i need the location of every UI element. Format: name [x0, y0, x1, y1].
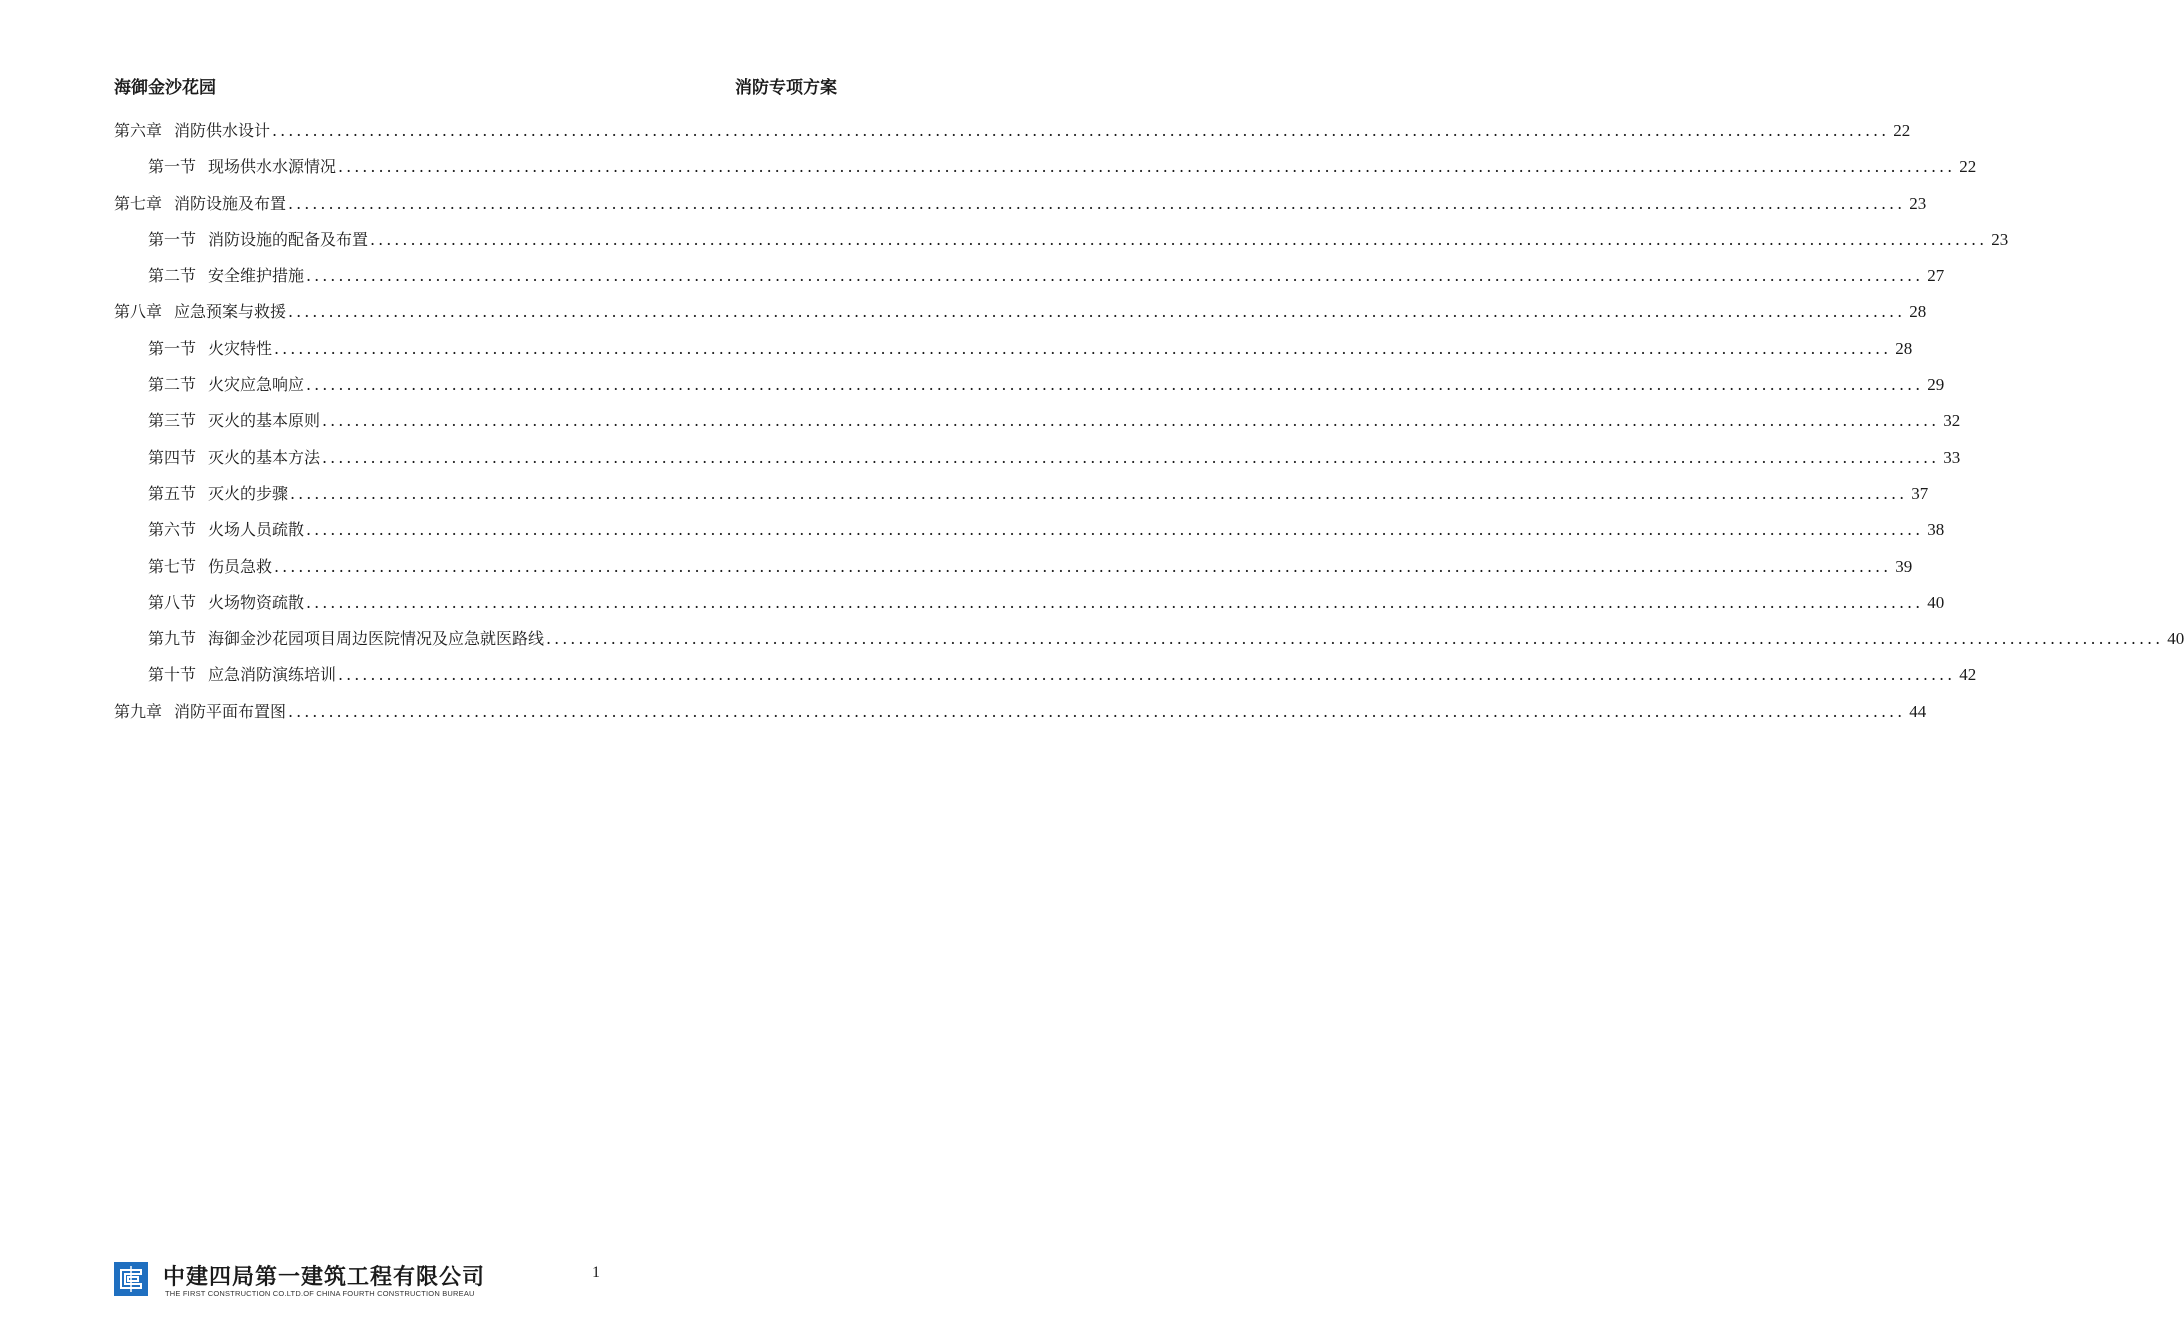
- toc-entry-page: 23: [1991, 229, 2009, 249]
- toc-entry-page: 42: [1959, 665, 1977, 685]
- toc-entry[interactable]: [114, 549, 1913, 585]
- toc-dot-leader: ........................................................................................................................................................................................................: [274, 338, 1892, 358]
- toc-dot-leader: ........................................................................................................................................................................................................: [290, 483, 1908, 503]
- toc-dot-leader: ........................................................................................................................................................................................................: [322, 411, 1940, 431]
- toc-entry-number: 第一节: [148, 229, 197, 249]
- company-name: 中建四局第一建筑工程有限公司: [163, 1265, 486, 1290]
- company-logo-mark: [114, 1262, 148, 1296]
- toc-entry-title: 海御金沙花园项目周边医院情况及应急就医路线: [208, 629, 545, 649]
- toc-entry-page: 22: [1893, 121, 1911, 140]
- toc-entry-title: 消防设施及布置: [174, 193, 287, 213]
- toc-dot-leader: ........................................................................................................................................................................................................: [288, 701, 1906, 721]
- toc-dot-leader: ........................................................................................................................................................................................................: [274, 556, 1892, 576]
- header-document-title: 消防专项方案: [735, 78, 837, 98]
- toc-entry-title: 应急预案与救援: [174, 302, 287, 322]
- toc-entry-page: 22: [1959, 157, 1977, 177]
- toc-entry[interactable]: [114, 476, 1929, 512]
- toc-entry-number: 第十节: [148, 665, 197, 685]
- toc-entry[interactable]: [114, 294, 1927, 330]
- header-project-name: 海御金沙花园: [114, 78, 216, 98]
- toc-entry-number: 第七章: [114, 193, 163, 213]
- company-english-name: THE FIRST CONSTRUCTION CO.LTD.OF CHINA FOURTH CONSTRUCTION BUREAU: [165, 1289, 475, 1298]
- toc-entry-title: 安全维护措施: [208, 266, 305, 286]
- toc-entry-number: 第九节: [148, 629, 197, 649]
- page-number: 1: [592, 1264, 600, 1281]
- toc-entry-page: 32: [1943, 411, 1961, 431]
- toc-entry[interactable]: [114, 440, 1961, 476]
- toc-dot-leader: ........................................................................................................................................................................................................: [306, 375, 1924, 395]
- toc-dot-leader: ........................................................................................................................................................................................................: [306, 520, 1924, 540]
- toc-entry[interactable]: [114, 403, 1961, 439]
- toc-entry-page: 39: [1895, 556, 1913, 576]
- toc-entry-number: 第二节: [148, 375, 197, 395]
- toc-entry-page: 27: [1927, 266, 1945, 286]
- toc-dot-leader: ........................................................................................................................................................................................................: [322, 447, 1940, 467]
- toc-entry-number: 第六节: [148, 520, 197, 540]
- toc-entry[interactable]: [114, 694, 1927, 730]
- toc-entry-number: 第四节: [148, 447, 197, 467]
- toc-entry-title: 应急消防演练培训: [208, 665, 337, 685]
- toc-dot-leader: ........................................................................................................................................................................................................: [546, 629, 2164, 649]
- toc-entry-number: 第八节: [148, 592, 197, 612]
- toc-entry[interactable]: [114, 186, 1927, 222]
- toc-entry-number: 第五节: [148, 483, 197, 503]
- page-header: [114, 70, 837, 98]
- company-logo-icon: [114, 1262, 148, 1296]
- toc-dot-leader: ........................................................................................................................................................................................................: [306, 592, 1924, 612]
- toc-entry-title: 消防平面布置图: [174, 701, 287, 721]
- toc-entry-title: 火场人员疏散: [208, 520, 305, 540]
- toc-entry-page: 33: [1943, 447, 1961, 467]
- toc-entry-number: 第一节: [148, 157, 197, 177]
- toc-entry[interactable]: [114, 621, 2184, 657]
- toc-dot-leader: ........................................................................................................................................................................................................: [288, 193, 1906, 213]
- toc-entry-number: 第九章: [114, 701, 163, 721]
- toc-entry-page: 28: [1909, 302, 1927, 322]
- table-of-contents: [114, 113, 2184, 730]
- toc-entry-number: 第二节: [148, 266, 197, 286]
- toc-entry-page: 23: [1909, 193, 1927, 213]
- toc-entry[interactable]: [114, 657, 1977, 693]
- toc-entry-number: 第七节: [148, 556, 197, 576]
- toc-entry-title: 现场供水水源情况: [208, 157, 337, 177]
- toc-entry-number: 第六章: [114, 121, 163, 140]
- toc-entry-page: 29: [1927, 375, 1945, 395]
- toc-entry[interactable]: [114, 367, 1945, 403]
- toc-entry-title: 灭火的基本原则: [208, 411, 321, 431]
- toc-entry-page: 40: [1927, 592, 1945, 612]
- toc-entry[interactable]: [114, 258, 1945, 294]
- toc-entry-title: 灭火的基本方法: [208, 447, 321, 467]
- toc-entry-title: 火灾应急响应: [208, 375, 305, 395]
- toc-entry-title: 灭火的步骤: [208, 483, 289, 503]
- toc-entry[interactable]: [114, 585, 1945, 621]
- toc-dot-leader: ........................................................................................................................................................................................................: [338, 665, 1956, 685]
- toc-entry[interactable]: [114, 331, 1913, 367]
- toc-entry-page: 28: [1895, 338, 1913, 358]
- toc-entry[interactable]: [114, 113, 1911, 149]
- toc-dot-leader: ........................................................................................................................................................................................................: [288, 302, 1906, 322]
- toc-entry[interactable]: [114, 512, 1945, 548]
- toc-entry-number: 第八章: [114, 302, 163, 322]
- toc-entry-title: 火场物资疏散: [208, 592, 305, 612]
- toc-entry-page: 40: [2167, 629, 2184, 649]
- toc-dot-leader: ........................................................................................................................................................................................................: [338, 157, 1956, 177]
- toc-entry-number: 第一节: [148, 338, 197, 358]
- toc-entry-title: 消防设施的配备及布置: [208, 229, 369, 249]
- toc-dot-leader: ........................................................................................................................................................................................................: [370, 229, 1988, 249]
- toc-entry-page: 44: [1909, 701, 1927, 721]
- toc-dot-leader: ........................................................................................................................................................................................................: [272, 121, 1890, 140]
- toc-dot-leader: ........................................................................................................................................................................................................: [306, 266, 1924, 286]
- page-footer: [114, 1260, 674, 1300]
- toc-entry-title: 伤员急救: [208, 556, 273, 576]
- toc-entry-number: 第三节: [148, 411, 197, 431]
- toc-entry-page: 37: [1911, 483, 1929, 503]
- toc-entry-title: 火灾特性: [208, 338, 273, 358]
- toc-entry[interactable]: [114, 222, 2009, 258]
- toc-entry-title: 消防供水设计: [174, 121, 271, 140]
- toc-entry-page: 38: [1927, 520, 1945, 540]
- toc-entry[interactable]: [114, 149, 1977, 185]
